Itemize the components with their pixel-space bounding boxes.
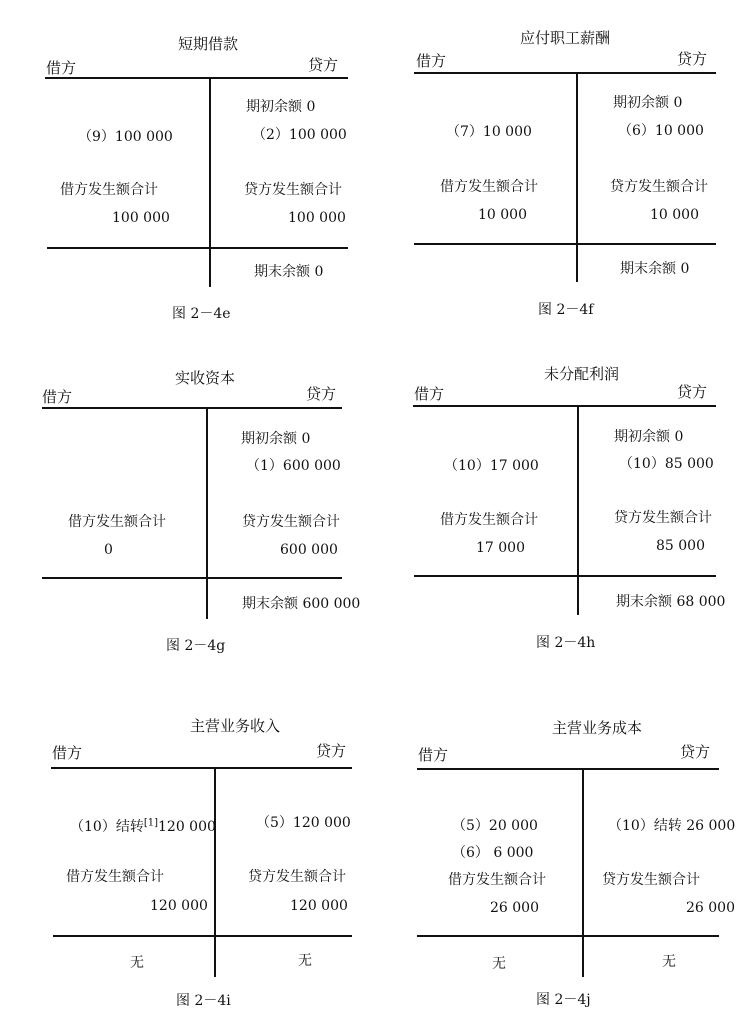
opening-balance: 期初余额 0 xyxy=(613,95,683,111)
opening-balance: 期初余额 0 xyxy=(614,429,684,445)
debit-total: 0 xyxy=(104,542,113,558)
credit-total-label: 贷方发生额合计 xyxy=(602,872,700,888)
opening-balance: 期初余额 0 xyxy=(246,99,316,115)
credit-label: 贷方 xyxy=(680,743,711,761)
closing-balance: 期末余额 600 000 xyxy=(242,596,361,612)
figure-caption: 图 2－4h xyxy=(536,635,596,651)
credit-total: 26 000 xyxy=(686,900,735,916)
t-bottom-line xyxy=(417,935,719,937)
debit-entry: （5）20 000 xyxy=(452,818,538,834)
closing-balance: 期末余额 0 xyxy=(254,264,324,280)
t-top-line xyxy=(417,768,719,770)
figure-caption: 图 2－4e xyxy=(172,306,231,322)
credit-total-label: 贷方发生额合计 xyxy=(610,179,708,195)
account-title: 主营业务成本 xyxy=(552,719,643,737)
closing-balance: 期末余额 68 000 xyxy=(616,594,726,610)
t-vertical-line xyxy=(582,768,584,977)
debit-closing: 无 xyxy=(130,955,144,971)
credit-entry: （10）85 000 xyxy=(619,456,714,472)
credit-closing: 无 xyxy=(298,953,312,969)
credit-total-label: 贷方发生额合计 xyxy=(248,869,346,885)
account-title: 短期借款 xyxy=(178,35,239,53)
credit-label: 贷方 xyxy=(677,383,708,401)
credit-total-label: 贷方发生额合计 xyxy=(244,182,342,198)
debit-total: 120 000 xyxy=(150,898,208,914)
credit-total-label: 贷方发生额合计 xyxy=(242,514,340,530)
debit-total: 10 000 xyxy=(478,207,527,223)
debit-total-label: 借方发生额合计 xyxy=(440,179,538,195)
credit-entry: （6）10 000 xyxy=(618,123,704,139)
account-title: 实收资本 xyxy=(175,369,236,387)
credit-total: 120 000 xyxy=(290,898,348,914)
credit-label: 贷方 xyxy=(316,742,347,760)
account-title: 未分配利润 xyxy=(544,365,620,383)
debit-entry: （7）10 000 xyxy=(446,124,532,140)
credit-label: 贷方 xyxy=(308,56,339,74)
debit-total: 100 000 xyxy=(112,210,170,226)
credit-total-label: 贷方发生额合计 xyxy=(614,510,712,526)
debit-total-label: 借方发生额合计 xyxy=(66,869,164,885)
debit-label: 借方 xyxy=(52,744,83,762)
figure-caption: 图 2－4g xyxy=(166,638,226,654)
credit-entry: （2）100 000 xyxy=(252,127,347,143)
credit-entry: （5）120 000 xyxy=(256,815,351,831)
figure-caption: 图 2－4i xyxy=(176,993,231,1009)
credit-closing: 无 xyxy=(662,954,676,970)
figure-caption: 图 2－4f xyxy=(538,302,594,318)
debit-entry-text: （10）结转[1]120 000 xyxy=(70,817,216,835)
debit-total: 26 000 xyxy=(490,900,539,916)
debit-label: 借方 xyxy=(42,388,73,406)
debit-closing: 无 xyxy=(492,956,506,972)
credit-total: 100 000 xyxy=(288,210,346,226)
debit-total-label: 借方发生额合计 xyxy=(448,872,546,888)
credit-entry: （10）结转 26 000 xyxy=(608,818,736,834)
credit-total: 600 000 xyxy=(280,542,338,558)
account-title: 主营业务收入 xyxy=(190,717,281,735)
credit-total: 85 000 xyxy=(656,538,705,554)
debit-label: 借方 xyxy=(46,59,77,77)
credit-label: 贷方 xyxy=(677,50,708,68)
debit-total-label: 借方发生额合计 xyxy=(68,514,166,530)
debit-total-label: 借方发生额合计 xyxy=(60,182,158,198)
credit-total: 10 000 xyxy=(650,207,699,223)
opening-balance: 期初余额 0 xyxy=(241,431,311,447)
debit-total: 17 000 xyxy=(476,540,525,556)
figure-caption: 图 2－4j xyxy=(536,992,591,1008)
debit-entry: （9）100 000 xyxy=(78,129,173,145)
closing-balance: 期末余额 0 xyxy=(620,261,690,277)
debit-total-label: 借方发生额合计 xyxy=(440,512,538,528)
debit-entry: （6） 6 000 xyxy=(452,845,534,861)
debit-entry: （10）17 000 xyxy=(444,458,539,474)
debit-label: 借方 xyxy=(416,52,447,70)
debit-label: 借方 xyxy=(418,746,449,764)
account-title: 应付职工薪酬 xyxy=(520,29,611,47)
credit-label: 贷方 xyxy=(306,385,337,403)
debit-label: 借方 xyxy=(414,385,445,403)
credit-entry: （1）600 000 xyxy=(246,458,341,474)
